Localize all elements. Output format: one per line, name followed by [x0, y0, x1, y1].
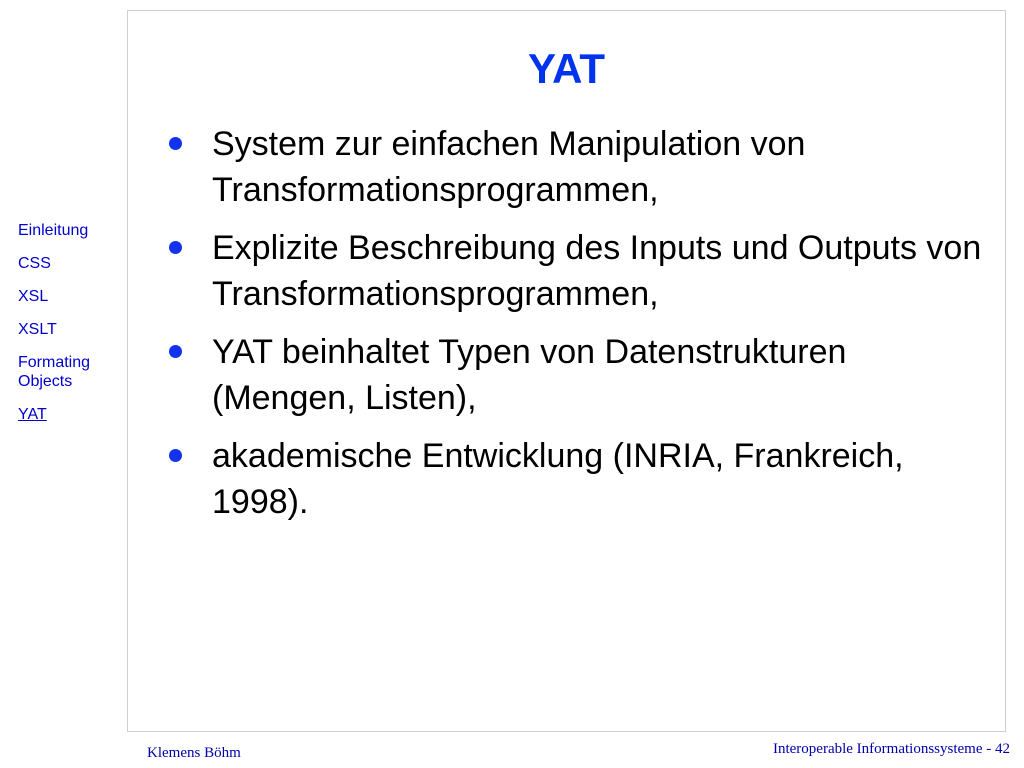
bullet-dot-icon [169, 137, 182, 150]
bullet-item [166, 121, 996, 213]
footer-author: Klemens Böhm [147, 745, 241, 761]
bullet-dot-icon [169, 449, 182, 462]
bullet-dot-icon [169, 241, 182, 254]
sidebar-item-einleitung[interactable]: Einleitung [18, 222, 89, 239]
sidebar-item-css[interactable]: CSS [18, 255, 51, 272]
bullet-text: akademische Entwicklung (INRIA, Frankreich, 1998). [212, 437, 904, 521]
sidebar-item-formating-objects[interactable]: Formating Objects [18, 354, 91, 390]
bullet-text: YAT beinhaltet Typen von Datenstrukturen (Mengen, Listen), [212, 333, 847, 417]
bullet-text: Explizite Beschreibung des Inputs und Outputs von Transformationsprogrammen, [212, 229, 982, 313]
bullet-item [166, 433, 996, 525]
slide-frame [127, 10, 1006, 732]
sidebar-nav [18, 221, 122, 438]
sidebar-item-xslt[interactable]: XSLT [18, 321, 57, 338]
bullet-list [166, 121, 996, 537]
sidebar-item-yat[interactable]: YAT [18, 406, 47, 423]
bullet-item [166, 329, 996, 421]
footer-course-page: Interoperable Informationssysteme - 42 [772, 741, 1010, 757]
slide-title: YAT [527, 45, 606, 92]
bullet-dot-icon [169, 345, 182, 358]
sidebar-item-xsl[interactable]: XSL [18, 288, 49, 305]
bullet-text: System zur einfachen Manipulation von Transformationsprogrammen, [212, 125, 806, 209]
bullet-item [166, 225, 996, 317]
